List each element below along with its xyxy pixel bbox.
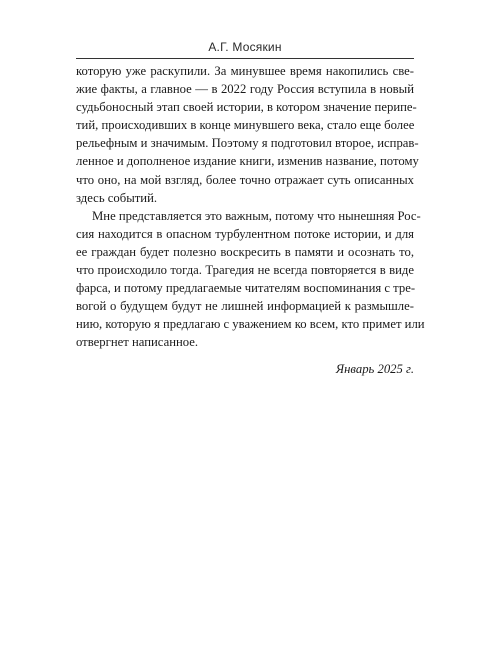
- text-line: которую уже раскупили. За минувшее время накопились све-: [76, 64, 414, 78]
- text-line: ленное и дополненое издание книги, изменив название, потому: [76, 154, 419, 169]
- text-line: отвергнет написанное.: [76, 335, 199, 350]
- text-line: вогой о будущем будут не лишней информацией к размышле-: [76, 299, 414, 314]
- body-text: [76, 62, 425, 378]
- text-line: сия находится в опасном турбулентном потоке истории, и для: [76, 226, 414, 241]
- text-line: тий, происходивших в конце минувшего века, стало еще более: [76, 118, 415, 133]
- signature-date: Январь 2025 г.: [335, 361, 414, 376]
- text-line: Мне представляется это важным, потому что нынешняя Рос-: [92, 208, 421, 223]
- text-line: фарса, и потому предлагаемые читателям воспоминания с тре-: [76, 281, 416, 296]
- paragraph-2: [76, 207, 425, 352]
- text-line: здесь событий.: [76, 190, 158, 205]
- running-head: А.Г. Мосякин: [208, 40, 282, 54]
- text-line: судьбоносный этап своей истории, в котором значение перипе-: [76, 100, 417, 115]
- text-line: что происходило тогда. Трагедия не всегда повторяется в виде: [76, 263, 414, 278]
- paragraph-1: [76, 62, 419, 207]
- text-line: жие факты, а главное — в 2022 году Россия вступила в новый: [76, 82, 414, 97]
- text-line: нию, которую я предлагаю с уважением ко всем, кто примет или: [76, 317, 425, 332]
- header-rule: [76, 58, 414, 59]
- text-line: рельефным и значимым. Поэтому я подготовил второе, исправ-: [76, 136, 419, 151]
- text-line: ее граждан будет полезно воскресить в памяти и осознать то,: [76, 244, 414, 259]
- text-line: что оно, на мой взгляд, более точно отражает суть описанных: [76, 172, 414, 187]
